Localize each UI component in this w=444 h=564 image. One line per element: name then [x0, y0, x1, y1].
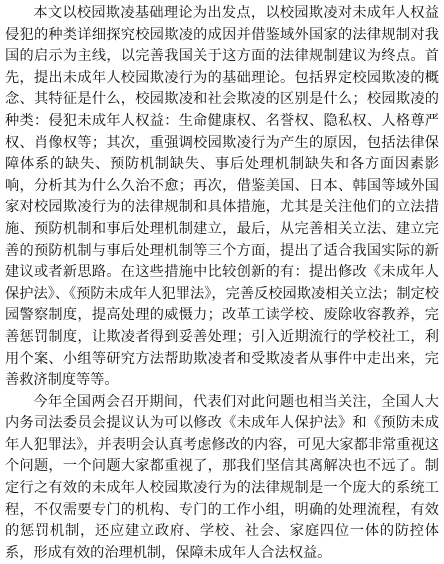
body-paragraph-1: 本文以校园欺凌基础理论为出发点，以校园欺凌对未成年人权益侵犯的种类详细探究校园欺凌的成因并借鉴域外国家的法律规制对我国的启示为主线，以完善我国关于这方面的法律规制建议为终点。首先，提出未成年人校园欺凌行为的基础理论。包括界定校园欺凌的概念、其特征是什么，校园欺凌和社会欺凌的区别是什么；校园欺凌的种类：侵犯未成年人权益：生命健康权、名誉权、隐私权、人格尊严权、肖像权等；其次，重强调校园欺凌行为产生的原因，包括法律保障体系的缺失、预防机制缺失、事后处理机制缺失和各方面因素影响，分析其为什么久治不愈；再次，借鉴美国、日本、韩国等域外国家对校园欺凌行为的法律规制和具体措施，尤其是关注他们的立法措施、预防机制和事后处理机制建立，最后，从完善相关立法、建立完善的预防机制与事后处理机制等三个方面，提出了适合我国实际的新建议或者新思路。在这些措施中比较创新的有：提出修改《未成年人保护法》、《预防未成年人犯罪法》，完善反校园欺凌相关立法；制定校园警察制度，提高处理的威慑力；改革工读学校、废除收容教养，完善惩罚制度，让欺凌者得到妥善处理；引入近期流行的学校社工，利用个案、小组等研究方法帮助欺凌者和受欺凌者从事件中走出来，完善救济制度等等。 [5, 5, 439, 389]
body-paragraph-2: 今年全国两会召开期间，代表们对此问题也相当关注，全国人大内务司法委员会提议认为可以修改《未成年人保护法》和《预防未成年人犯罪法》，并表明会认真考虑修改的内容，可见大家都非常重视这个问题，一个问题大家都重视了，那我们坚信其离解决也不远了。制定行之有效的未成年人校园欺凌行为的法律规制是一个庞大的系统工程，不仅需要专门的机构、专门的工作小组，明确的处理流程，有效的惩罚机制，还应建立政府、学校、社会、家庭四位一体的防控体系，形成有效的治理机制，保障未成年人合法权益。 [5, 393, 439, 561]
document-page [5, 3, 439, 564]
